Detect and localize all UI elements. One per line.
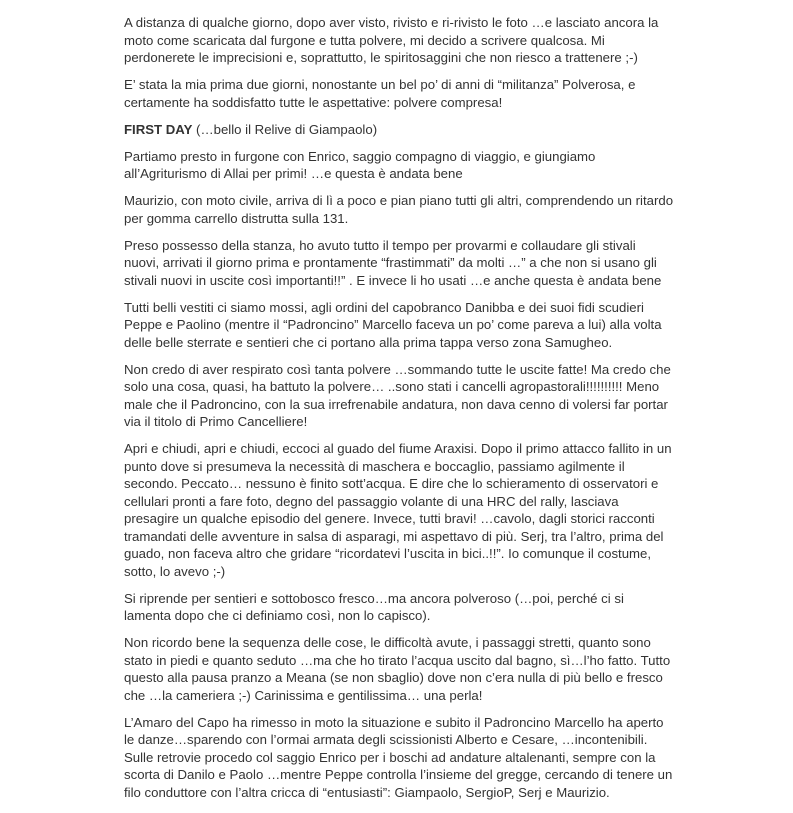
paragraph-departure-ride: Tutti belli vestiti ci siamo mossi, agli ordini del capobranco Danibba e dei suoi fidi scudieri Peppe e Paolino (mentre il “Padroncino” Marcello faceva un po’ come pareva a lui) alla volta delle belle sterrate e sentieri che ci portano alla prima tappa verso zona Samugheo.: [124, 299, 662, 350]
paragraph-river-ford: Apri e chiudi, apri e chiudi, eccoci al guado del fiume Araxisi. Dopo il primo attacco fallito in un punto dove si presumeva la necessità di maschera e boccaglio, passiamo agilmente il secondo. Peccato… nessuno è finito sott’acqua. E dire che lo schieramento di osservatori e cellulari pronti a fare foto, degno del passaggio volante di una HRC del rally, lasciava presagire un qualche episodio del genere. Invece, tutti bravi! …cavolo, dagli storici racconti tramandati delle avventure in salsa di asparagi, mi aspettavo di più. Serj, tra l’altro, prima del guado, non faceva altro che gridare “ricordatevi l’uscita in bici..!!”. Io comunque il costume, sotto, lo avevo ;-): [124, 441, 672, 579]
paragraph-departure: Partiamo presto in furgone con Enrico, saggio compagno di viaggio, e giungiamo all’Agriturismo di Allai per primi! …e questa è andata bene: [124, 148, 596, 181]
section-heading-note: (…bello il Relive di Giampaolo): [192, 121, 378, 137]
section-heading-bold: FIRST DAY: [124, 121, 193, 137]
paragraph-first-two-days: E’ stata la mia prima due giorni, nonostante un bel po’ di anni di “militanza” Polverosa, e certamente ha soddisfatto tutte le aspettative: polvere compresa!: [124, 77, 636, 110]
paragraph-lunch: Non ricordo bene la sequenza delle cose, le difficoltà avute, i passaggi stretti, quanto sono stato in piedi e quanto seduto …ma che ho tirato l’acqua uscito dal bagno, sì…l’ho fatto. Tutto questo alla pausa pranzo a Meana (se non sbaglio) dove non c’era nulla di più bello e fresco che …la cameriera ;-) Carinissima e gentilissima… una perla!: [124, 635, 671, 703]
article-body: [124, 14, 674, 811]
paragraph-dust-gates: Non credo di aver respirato così tanta polvere …sommando tutte le uscite fatte! Ma credo che solo una cosa, quasi, ha battuto la polvere… ..sono stati i cancelli agropastorali!!!!!!!!!! Meno male che il Padroncino, con la sua irrefrenabile andatura, non dava cenno di volersi far portar via il titolo di Primo Cancelliere!: [124, 361, 671, 429]
paragraph-boots: Preso possesso della stanza, ho avuto tutto il tempo per provarmi e collaudare gli stivali nuovi, arrivati il giorno prima e prontamente “frastimmati” da molti …” a che non si usano gli stivali nuovi in uscite così importanti!!” . E invece li ho usati …e anche questa è andata bene: [124, 237, 662, 288]
section-heading-first-day: [124, 121, 674, 139]
paragraph-trails: Si riprende per sentieri e sottobosco fresco…ma ancora polveroso (…poi, perché ci si lamenta dopo che ci definiamo così, non lo capisco).: [124, 590, 624, 623]
paragraph-intro: A distanza di qualche giorno, dopo aver visto, rivisto e ri-rivisto le foto …e lasciato ancora la moto come scaricata dal furgone e tutta polvere, mi decido a scrivere qualcosa. Mi perdonerete le imprecisioni e, soprattutto, le spiritosaggini che non riesco a trattenere ;-): [124, 15, 659, 65]
paragraph-afternoon: L’Amaro del Capo ha rimesso in moto la situazione e subito il Padroncino Marcello ha aperto le danze…sparendo con l’ormai armata degli scissionisti Alberto e Cesare, …incontenibili. Sulle retrovie procedo col saggio Enrico per i boschi ad andature altalenanti, sempre con la scorta di Danilo e Paolo …mentre Peppe controlla l’insieme del gregge, cercando di tenere un filo conduttore con l’altra cricca di “entusiasti”: Giampaolo, SergioP, Serj e Maurizio.: [124, 714, 673, 800]
paragraph-arrivals: Maurizio, con moto civile, arriva di lì a poco e pian piano tutti gli altri, comprendendo un ritardo per gomma carrello distrutta sulla 131.: [124, 193, 674, 226]
